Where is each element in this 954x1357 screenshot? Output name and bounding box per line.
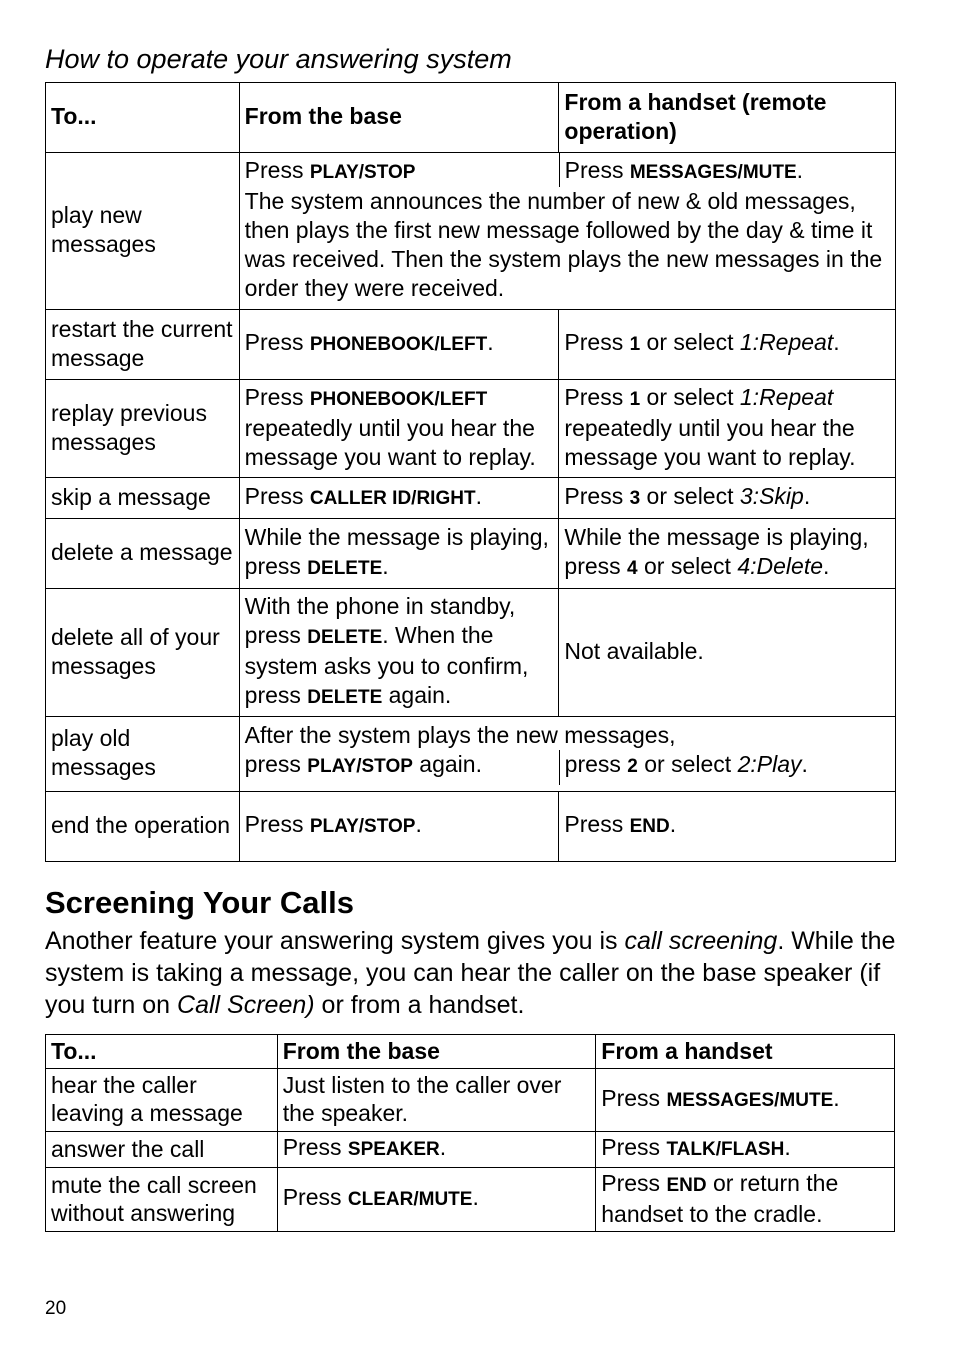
press-text: Press (564, 329, 630, 355)
base-instruction (240, 153, 559, 187)
table-row (46, 589, 896, 717)
press-text: Press (244, 384, 310, 410)
description-text: While the message is playing, press (244, 523, 549, 579)
task-cell: hear the caller leaving a message (46, 1069, 278, 1132)
key-name: END (666, 1175, 707, 1196)
page-number: 20 (45, 1298, 67, 1319)
task-cell: play new messages (46, 153, 240, 310)
handset-cell (596, 1168, 895, 1232)
description-text: again. (412, 751, 482, 777)
punctuation: . (439, 1134, 447, 1160)
key-name: DELETE (307, 557, 383, 579)
description-text: . When the system asks you to confirm, press (244, 621, 529, 708)
or-select-text: or select (637, 751, 738, 777)
screening-heading: Screening Your Calls (45, 885, 354, 920)
header-to: To... (46, 83, 240, 153)
table-row (46, 519, 896, 589)
press-text: Press (244, 157, 310, 183)
header-from-base: From the base (239, 83, 559, 153)
handset-cell (596, 1132, 895, 1168)
header-to: To... (46, 1035, 278, 1069)
key-name: PLAY/STOP (307, 756, 413, 777)
table-row (46, 153, 896, 310)
punctuation: . (669, 811, 677, 837)
base-cell: Just listen to the caller over the speaker. (277, 1069, 596, 1132)
key-name: 1 (629, 389, 641, 410)
task-cell: delete all of your messages (46, 589, 240, 717)
press-text: Press (601, 1134, 667, 1160)
key-name: TALK/FLASH (666, 1139, 785, 1160)
shared-description: After the system plays the new messages, (244, 722, 676, 748)
punctuation: . (487, 329, 494, 355)
key-name: 4 (627, 557, 638, 579)
table-row (46, 717, 896, 792)
menu-option: 4:Delete (737, 552, 824, 579)
handset-instruction (559, 750, 813, 785)
handset-cell (559, 519, 896, 589)
or-select-text: or select (637, 552, 738, 579)
key-name: 1 (629, 334, 641, 355)
table-row (46, 1132, 895, 1168)
press-text: Press (601, 1170, 667, 1196)
answering-operations-table (45, 82, 896, 862)
key-name: DELETE (307, 686, 383, 708)
press-text: Press (564, 384, 630, 410)
table-row (46, 310, 896, 380)
intro-text: Another feature your answering system gives you is (45, 927, 625, 955)
key-name: PHONEBOOK/LEFT (309, 334, 488, 355)
shared-instruction-cell (239, 717, 895, 792)
table-row (46, 478, 896, 519)
description-text: again. (382, 681, 452, 708)
shared-description: The system announces the number of new & old messages, then plays the first new message followed by the day & time it was received. Then the system plays the new messages in the order they were received. (244, 188, 883, 301)
punctuation: . (784, 1134, 791, 1160)
handset-cell (559, 478, 896, 519)
or-select-text: or select (640, 482, 740, 509)
press-text: Press (564, 811, 630, 837)
base-cell (239, 519, 559, 589)
task-cell: mute the call screen without answering (46, 1168, 278, 1232)
key-name: DELETE (307, 626, 383, 648)
task-cell: delete a message (46, 519, 240, 589)
punctuation: . (382, 552, 389, 579)
task-cell: end the operation (46, 792, 240, 862)
base-cell (239, 380, 559, 478)
punctuation: . (823, 552, 830, 579)
header-from-handset: From a handset (596, 1035, 895, 1069)
press-text: press (244, 751, 308, 777)
press-text: Press (282, 1134, 348, 1160)
or-select-text: or select (640, 329, 740, 355)
menu-option: 1:Repeat (739, 384, 834, 410)
task-cell: skip a message (46, 478, 240, 519)
table-row (46, 1168, 895, 1232)
base-cell (239, 478, 559, 519)
base-cell (239, 792, 559, 862)
key-name: MESSAGES/MUTE (666, 1089, 834, 1111)
punctuation: . (472, 1184, 479, 1210)
intro-text: or from a handset. (314, 991, 525, 1019)
table-row (46, 380, 896, 478)
punctuation: . (475, 482, 482, 509)
key-name: MESSAGES/MUTE (629, 162, 797, 183)
shared-instruction-cell (239, 153, 895, 310)
base-cell (277, 1132, 596, 1168)
punctuation: . (796, 157, 804, 183)
punctuation: . (803, 482, 811, 509)
description-text: or return the handset to the cradle. (601, 1170, 839, 1227)
punctuation: . (415, 811, 422, 837)
description-text: With the phone in standby, press (244, 592, 516, 648)
press-text: Press (282, 1184, 348, 1210)
or-select-text: or select (640, 384, 740, 410)
punctuation: . (801, 751, 808, 777)
table-row (46, 792, 896, 862)
menu-option: 3:Skip (739, 482, 804, 509)
key-name: CALLER ID/RIGHT (309, 487, 476, 509)
handset-instruction (559, 153, 808, 187)
menu-option: 1:Repeat (739, 329, 834, 355)
description-text: repeatedly until you hear the message you want to replay. (244, 415, 536, 470)
base-cell (239, 589, 559, 717)
handset-cell (559, 380, 896, 478)
screening-intro (45, 925, 915, 1021)
handset-cell (596, 1069, 895, 1132)
key-name: END (629, 816, 670, 837)
base-cell (239, 310, 559, 380)
press-text: Press (244, 329, 310, 355)
intro-emphasis: Call Screen) (177, 991, 315, 1019)
handset-cell: Not available. (559, 589, 896, 717)
press-text: press (564, 751, 628, 777)
header-from-base: From the base (277, 1035, 596, 1069)
intro-emphasis: call screening (624, 927, 778, 955)
table-header-row (46, 83, 896, 153)
description-text: While the message is playing, press (564, 523, 869, 579)
key-name: 2 (627, 756, 638, 777)
press-text: Press (601, 1084, 667, 1111)
key-name: PHONEBOOK/LEFT (309, 389, 488, 410)
base-instruction (240, 750, 559, 785)
description-text: repeatedly until you hear the message you want to replay. (564, 415, 856, 470)
handset-cell (559, 310, 896, 380)
handset-cell (559, 792, 896, 862)
header-from-handset: From a handset (remote operation) (559, 83, 896, 153)
task-cell: play old messages (46, 717, 240, 792)
menu-option: 2:Play (737, 751, 802, 777)
table-header-row (46, 1035, 895, 1069)
key-name: PLAY/STOP (309, 816, 416, 837)
table-row (46, 1069, 895, 1132)
key-name: SPEAKER (347, 1139, 440, 1160)
key-name: PLAY/STOP (309, 162, 416, 183)
task-cell: answer the call (46, 1132, 278, 1168)
press-text: Press (564, 482, 630, 509)
key-name: CLEAR/MUTE (347, 1189, 473, 1210)
base-cell (277, 1168, 596, 1232)
task-cell: restart the current message (46, 310, 240, 380)
press-text: Press (564, 157, 630, 183)
task-cell: replay previous messages (46, 380, 240, 478)
punctuation: . (833, 1084, 840, 1111)
key-name: 3 (629, 487, 641, 509)
call-screening-table (45, 1034, 895, 1232)
press-text: Press (244, 811, 310, 837)
press-text: Press (244, 482, 310, 509)
punctuation: . (833, 329, 840, 355)
intro-text: . While the system is taking a message, you can hear the caller on the base speaker (if you turn on (45, 927, 896, 1019)
section-title: How to operate your answering system (45, 44, 512, 74)
